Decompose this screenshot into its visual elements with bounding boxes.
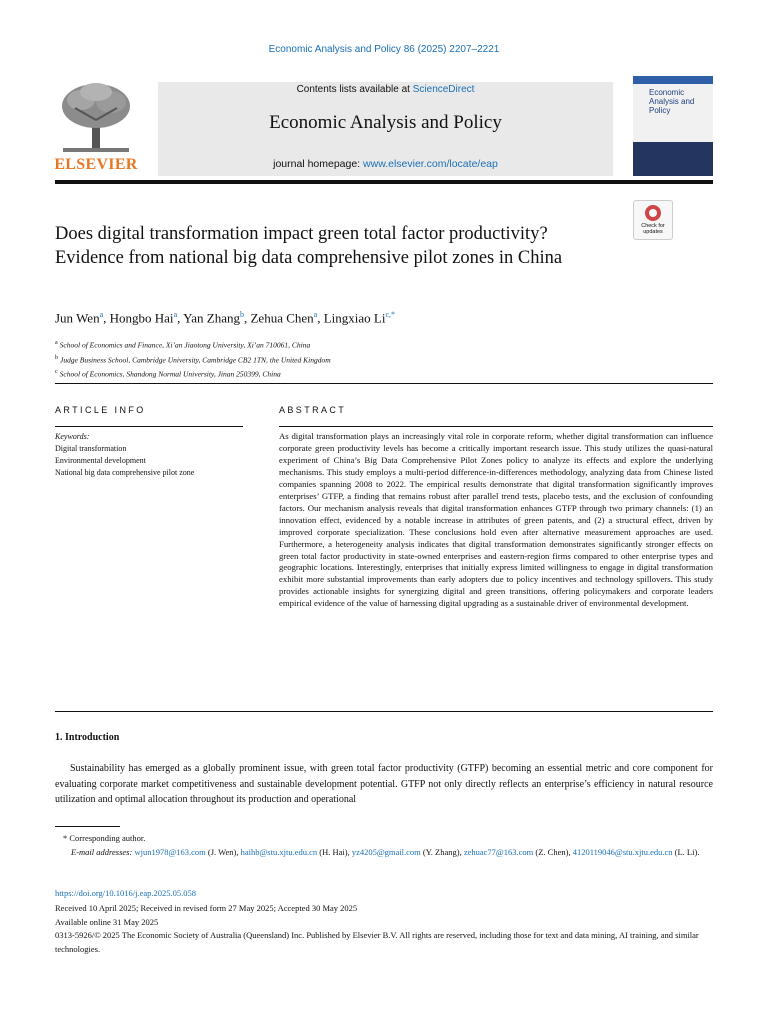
email-owner: (Y. Zhang), [422, 846, 462, 857]
doi-link[interactable]: https://doi.org/10.1016/j.eap.2025.05.058 [55, 888, 197, 898]
header-divider [55, 383, 713, 384]
author-name[interactable]: Jun Wen [55, 310, 100, 326]
footnotes [55, 832, 713, 859]
email-link[interactable]: zehuac77@163.com [463, 846, 534, 857]
received-dates: Received 10 April 2025; Received in revised form 27 May 2025; Accepted 30 May 2025 [55, 903, 358, 913]
affiliation-text: School of Economics, Shandong Normal University, Jinan 250399, China [59, 369, 281, 379]
email-owner: (H. Hai), [319, 846, 350, 857]
available-online: Available online 31 May 2025 [55, 916, 159, 927]
author-name[interactable]: Yan Zhang [183, 310, 240, 326]
journal-reference-link[interactable]: Economic Analysis and Policy 86 (2025) 2207–2221 [268, 44, 500, 55]
check-for-updates-button[interactable] [633, 200, 673, 240]
email-owner: (L. Li). [674, 846, 700, 857]
cover-title-area [633, 84, 713, 142]
author-affiliation-link[interactable]: a [313, 310, 318, 319]
affiliation-text: School of Economics and Finance, Xi’an Jiaotong University, Xi’an 710061, China [59, 340, 311, 350]
email-label: E-mail addresses: [71, 846, 133, 857]
sciencedirect-link[interactable]: ScienceDirect [412, 84, 475, 95]
author-name[interactable]: Zehua Chen [250, 310, 314, 326]
author-affiliation-link[interactable]: a [99, 310, 104, 319]
author-name[interactable]: Hongbo Hai [109, 310, 174, 326]
affiliation-item [55, 366, 331, 381]
affiliations [55, 337, 331, 381]
keyword: National big data comprehensive pilot zone [55, 468, 195, 477]
email-link[interactable]: haihb@stu.xjtu.edu.cn [240, 846, 318, 857]
contents-prefix: Contents lists available at [296, 84, 413, 95]
journal-masthead [158, 82, 613, 176]
abstract-divider [279, 426, 713, 427]
keyword: Digital transformation [55, 444, 127, 453]
affiliation-marker: a [55, 340, 58, 346]
section-heading: 1. Introduction [55, 732, 120, 743]
keywords-block [55, 431, 194, 479]
author-affiliation-link[interactable]: a [173, 310, 178, 319]
contents-line [158, 84, 613, 95]
email-addresses [55, 846, 713, 860]
check-updates-label: Check for updates [641, 223, 665, 235]
elsevier-logo[interactable] [53, 80, 139, 176]
copyright-notice: 0313-5926/© 2025 The Economic Society of Australia (Queensland) Inc. Published by Elsevier B.V. All rights are reserved, including those for text and data mining, AI training, and similar technologies. [55, 930, 699, 954]
affiliation-marker: c [55, 369, 58, 375]
intro-paragraph: Sustainability has emerged as a globally prominent issue, with green total factor productivity (GTFP) becoming an essential metric and core component for evaluating corporate market competitiveness and sustainable development potential. GTFP not only directly reflects an enterprise’s efficiency in natural resource utilization and optimal allocation throughout its production and operational [55, 763, 713, 805]
email-link[interactable]: yz4205@gmail.com [351, 846, 421, 857]
article-info-heading: ARTICLE INFO [55, 405, 146, 415]
affiliation-item [55, 337, 331, 352]
affiliation-text: Judge Business School, Cambridge University, Cambridge CB2 1TN, the United Kingdom [60, 355, 331, 364]
author-affiliation-link[interactable]: b [239, 310, 244, 319]
abstract-text: As digital transformation plays an increasingly vital role in corporate reform, whether digital transformation can influence corporate green productivity levels has become a critically important research issue. This study utilizes the quasi-natural experiment of China’s Big Data Comprehensive Pilot Zones policy to analyze its effects and explore the underlying mechanisms. This study employs a multi-period difference-in-differences methodology, analyzing data from Chinese listed companies spanning 2008 to 2022. The empirical results demonstrate that digital transformation significantly improves enterprises’ GTFP, a finding that remains robust after parallel trend tests, placebo tests, and the exclusion of confounding factors. Our mechanism analysis reveals that digital transformation enhances GTFP through two primary channels: (1) an innovation effect, evidenced by a notable increase in attributes of green patents, and (2) a structural effect, driven by improved corporate specialization. These conclusions hold even after alternative measurement approaches are used. Furthermore, a heterogeneity analysis indicates that digital transformation demonstrates significantly stronger effects on green total factor productivity in state-owned enterprises and eastern-region firms compared to other enterprise types and geographic locations. Interestingly, enterprises that initially express limited willingness to engage in digital transformation exhibit more substantial improvements than early adopters due to policy incentives and technology spillovers. This study provides actionable insights for synergizing digital and green transitions, offering policymakers and corporate leaders empirical evidence of the value of harnessing digital upgrading as a sustainable driver of environmental development. [279, 431, 713, 609]
corresponding-author-note: * Corresponding author. [63, 833, 146, 843]
email-link[interactable]: wjun1978@163.com [134, 846, 206, 857]
journal-title: Economic Analysis and Policy [269, 112, 502, 133]
article-info-divider [55, 426, 243, 427]
keywords-label: Keywords: [55, 432, 90, 441]
abstract-end-divider [55, 711, 713, 712]
journal-cover-image[interactable] [633, 76, 713, 176]
journal-homepage-link[interactable]: www.elsevier.com/locate/eap [363, 158, 498, 170]
email-link[interactable]: 4120119046@stu.xjtu.edu.cn [572, 846, 673, 857]
author-name[interactable]: Lingxiao Li [323, 310, 386, 326]
email-owner: (J. Wen), [207, 846, 239, 857]
author-affiliation-link[interactable]: c,* [385, 310, 396, 319]
publisher-name: ELSEVIER [54, 156, 138, 173]
cover-title: Economic Analysis and Policy [649, 88, 695, 115]
author-list: Jun Wen$^a$, Hongbo Hai$^a$, Yan Zhang$^b$, Zehua Chen$^a$, Lingxiao $Li^{c,*}$ [55, 310, 396, 326]
affiliation-marker: b [55, 354, 58, 361]
email-owner: (Z. Chen), [535, 846, 571, 857]
article-title: Does digital transformation impact green total factor productivity? Evidence from national big data comprehensive pilot zones in China [55, 224, 563, 268]
affiliation-item [55, 352, 331, 367]
keyword: Environmental development [55, 456, 146, 465]
homepage-line [158, 158, 613, 170]
tree-icon [53, 80, 139, 154]
check-updates-icon [645, 205, 661, 221]
footnote-divider [55, 826, 120, 827]
cover-top-band [633, 76, 713, 84]
masthead-divider [55, 180, 713, 184]
article-history [55, 902, 713, 956]
cover-bottom-band [633, 142, 713, 176]
homepage-prefix: journal homepage: [273, 158, 364, 170]
abstract-heading: ABSTRACT [279, 405, 347, 415]
